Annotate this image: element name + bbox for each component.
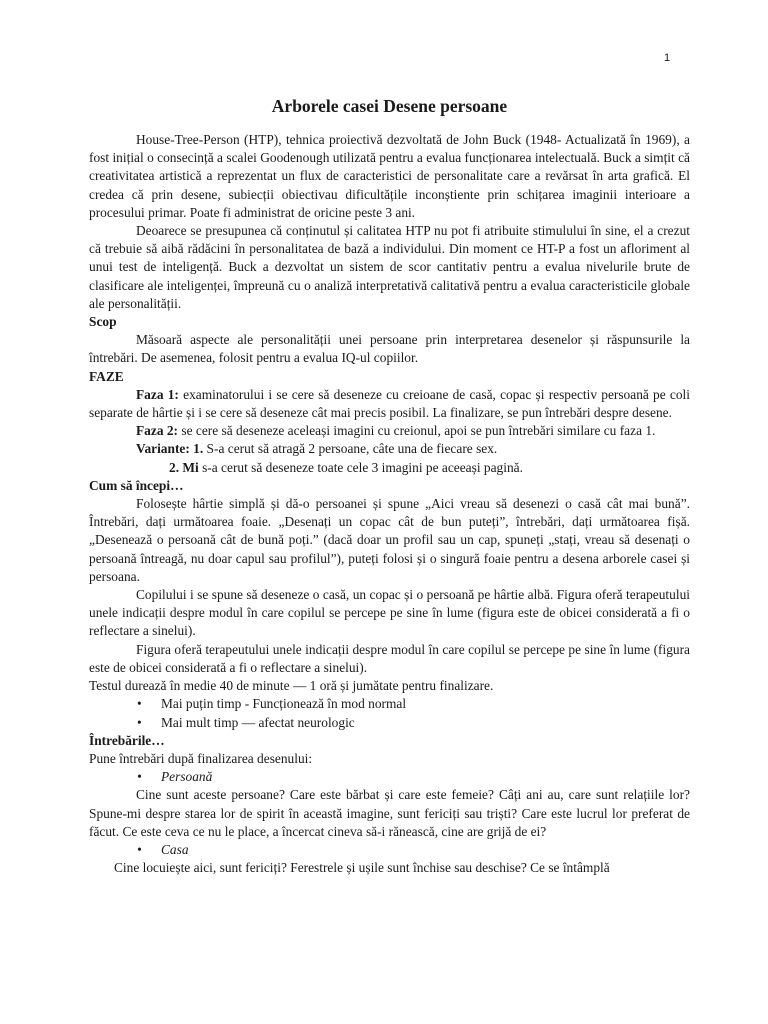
faza-1-text: examinatorului i se cere să deseneze cu creioane de casă, copac și respectiv persoană pe coli separate de hârtie și i se cere să deseneze cât mai precis posibil. La finalizare, se pun întrebări despre desene. xyxy=(89,386,690,421)
cum-heading: Cum să începi… xyxy=(89,477,184,493)
duration-list xyxy=(89,695,690,731)
intro-paragraph-2: Deoarece se presupunea că conținutul și calitatea HTP nu pot fi atribuite stimulului în sine, el a crezut că trebuie să aibă rădăcini în personalitatea de bază a individului. Din moment ce HT-P a fost un afloriment al unui test de inteligență. Buck a dezvoltat un sistem de scor cantitativ pentru a evalua nivelurile brute de clasificare ale inteligenței, împreună cu o analiză interpretativă calitativă pentru a evalua caracteristicile globale ale personalității. xyxy=(89,223,690,311)
faze-heading: FAZE xyxy=(89,368,124,384)
cum-paragraph-2: Copilului i se spune să deseneze o casă, un copac și o persoană pe hârtie albă. Figura oferă terapeutului unele indicații despre modul în care copilul se percepe pe sine în lume (figura este de obicei considerată a fi o reflectare a sinelui). xyxy=(89,587,690,639)
list-item: • Mai mult timp — afectat neurologic xyxy=(137,714,690,732)
list-item-persoana: • Persoană xyxy=(137,768,690,786)
list-item: • Mai puțin timp - Funcționează în mod normal xyxy=(137,695,690,713)
casa-paragraph: Cine locuiește aici, sunt fericiți? Ferestrele și ușile sunt închise sau deschise? Ce se întâmplă xyxy=(114,860,610,876)
variante-2-text: s-a cerut să deseneze toate cele 3 imagini pe aceeași pagină. xyxy=(198,459,523,475)
variante-2-paragraph xyxy=(89,459,690,477)
cum-paragraph-3: Figura oferă terapeutului unele indicații despre modul în care copilul se percepe pe sine în lume (figura este de obicei considerată a fi o reflectare a sinelui). xyxy=(89,641,690,675)
cum-paragraph-1: Folosește hârtie simplă și dă-o persoanei și spune „Aici vreau să desenezi o casă cât mai bună”. Întrebări, dați următoarea foaie. „Desenați un copac cât de bun puteți”, întrebări, dați următoarea fișă. „Desenează o persoană cât de bună poți.” (dacă doar un profil sau un cap, spuneți „stați, vreau să desenați o persoană întreagă, nu doar capul sau profilul”), puteți folosi și o singură foaie pentru a desena arborele casei și persoana. xyxy=(89,496,690,584)
variante-label: Variante: 1. xyxy=(136,441,204,457)
faza-2-text: se cere să deseneze aceleași imagini cu creionul, apoi se pun întrebări similare cu faza 1. xyxy=(178,423,656,439)
variante-paragraph xyxy=(89,440,690,458)
faza-1-label: Faza 1: xyxy=(136,386,179,402)
document-title: Arborele casei Desene persoane xyxy=(271,96,508,116)
scop-heading: Scop xyxy=(89,314,117,330)
faza-1-paragraph xyxy=(89,386,690,422)
scop-paragraph: Măsoară aspecte ale personalității unei persoane prin interpretarea desenelor și răspunsurile la întrebări. De asemenea, folosit pentru a evalua IQ-ul copiilor. xyxy=(89,332,690,366)
intrebari-intro: Pune întrebări după finalizarea desenului: xyxy=(89,750,313,766)
persoana-paragraph: Cine sunt aceste persoane? Care este bărbat și care este femeie? Câți ani au, care sunt relațiile lor? Spune-mi despre starea lor de spirit în această imagine, sunt fericiți sau triști? Care este lucrul lor preferat de făcut. Ce este ceva ce nu le place, a încercat cineva să-i rănească, cine are grijă de ei? xyxy=(89,787,690,839)
faza-2-paragraph xyxy=(89,422,690,440)
page-number: 1 xyxy=(664,52,671,64)
casa-list xyxy=(89,841,690,859)
cum-paragraph-4: Testul durează în medie 40 de minute — 1 oră și jumătate pentru finalizare. xyxy=(89,678,494,694)
list-item-casa: • Casa xyxy=(137,841,690,859)
persoana-list xyxy=(89,768,690,786)
variante-text: S-a cerut să atragă 2 persoane, câte una de fiecare sex. xyxy=(203,441,498,457)
intro-paragraph-1: House-Tree-Person (HTP), tehnica proiectivă dezvoltată de John Buck (1948- Actualizată în 1969), a fost inițial o consecință a scalei Goodenough utilizată pentru a evalua funcționarea intelectuală. Buck a simțit că creativitatea artistică a reprezentat un flux de caracteristici de personalitate care a revărsat în arta grafică. El credea că prin desene, subiecții obiectivau dificultățile inconștiente prin schițarea imaginii interioare a procesului primar. Poate fi administrat de oricine peste 3 ani. xyxy=(89,132,690,220)
document-body xyxy=(89,95,690,877)
intrebari-heading: Întrebările… xyxy=(89,732,165,748)
faza-2-label: Faza 2: xyxy=(136,423,179,439)
variante-2-label: 2. Mi xyxy=(169,459,199,475)
